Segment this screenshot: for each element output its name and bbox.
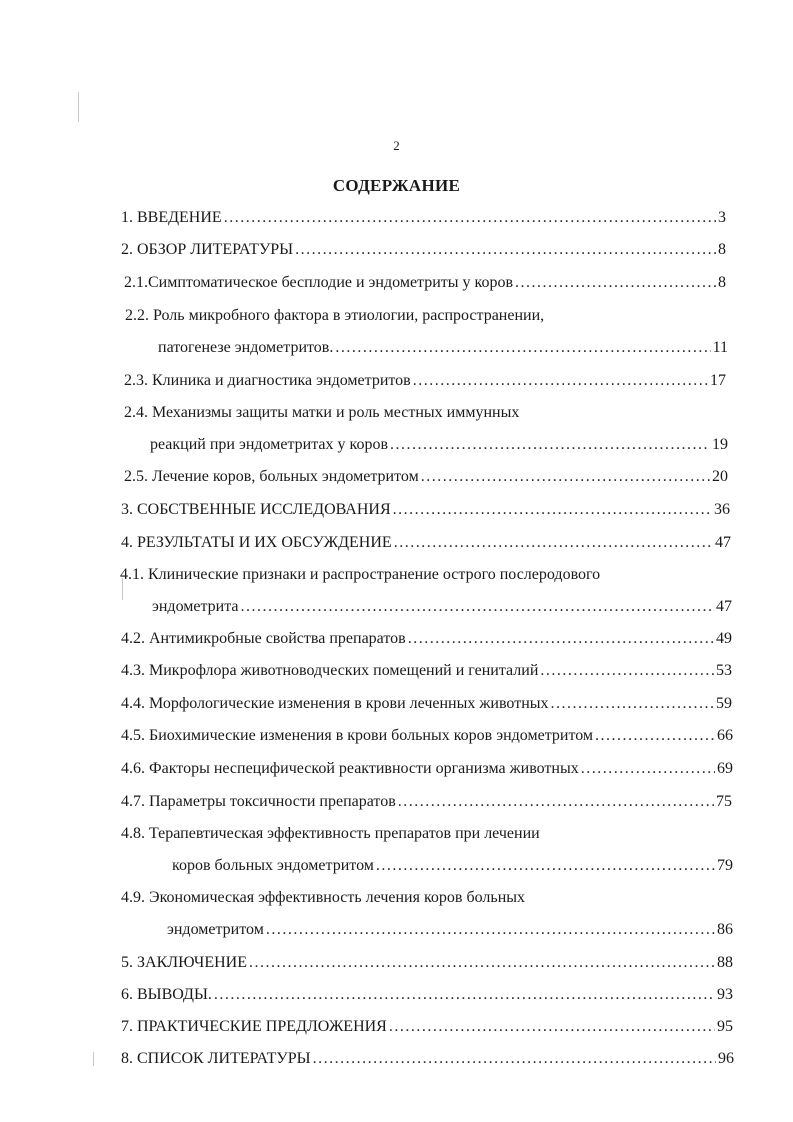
toc-entry-page: 36 xyxy=(714,501,730,518)
toc-entry-2-1[interactable] xyxy=(124,273,726,293)
toc-entry-text: эндометритом xyxy=(167,921,264,938)
toc-entry-2-3[interactable] xyxy=(124,371,726,391)
toc-entry-4-2[interactable] xyxy=(121,629,732,649)
page-number: 2 xyxy=(393,138,400,153)
toc-entry-text: 4. РЕЗУЛЬТАТЫ И ИХ ОБСУЖДЕНИЕ xyxy=(121,534,392,551)
toc-leader-dots xyxy=(389,1017,715,1037)
toc-entry-4-7[interactable] xyxy=(121,792,732,812)
toc-entry-page: 8 xyxy=(718,241,726,258)
scan-margin-mark xyxy=(93,1052,94,1066)
toc-entry-page: 49 xyxy=(716,630,732,647)
scan-margin-mark xyxy=(78,92,79,122)
toc-entry-text: 2. ОБЗОР ЛИТЕРАТУРЫ xyxy=(121,241,294,258)
toc-entry-4-9[interactable] xyxy=(167,920,733,940)
toc-entry-2-5[interactable] xyxy=(124,467,728,487)
toc-entry-page: 3 xyxy=(718,209,726,226)
toc-leader-dots xyxy=(408,629,714,649)
toc-entry-text: реакций при эндометритах у коров xyxy=(150,436,389,453)
toc-leader-dots xyxy=(515,273,716,293)
toc-entry-text: 4.7. Параметры токсичности препаратов xyxy=(121,793,396,810)
toc-entry-results[interactable] xyxy=(121,533,731,553)
toc-entry-text: 4.3. Микрофлора животноводческих помещений и гениталий xyxy=(121,662,539,679)
toc-entry-text: 4.6. Факторы неспецифической реактивности организма животных xyxy=(121,760,579,777)
toc-leader-dots xyxy=(376,856,715,876)
toc-entry-page: 47 xyxy=(715,534,731,551)
toc-entry-4-6[interactable] xyxy=(121,759,733,779)
toc-entry-2-4[interactable] xyxy=(150,435,728,455)
toc-entry-text: 3. СОБСТВЕННЫЕ ИССЛЕДОВАНИЯ xyxy=(121,501,391,518)
toc-leader-dots xyxy=(295,240,716,260)
toc-leader-dots xyxy=(214,985,715,1005)
toc-entry-page: 59 xyxy=(716,695,732,712)
toc-leader-dots xyxy=(249,953,715,973)
toc-entry-text: 2.1.Симптоматическое бесплодие и эндометриты у коров xyxy=(124,274,514,291)
toc-entry-text: патогенезе эндометритов. xyxy=(158,339,334,356)
toc-leader-dots xyxy=(551,694,714,714)
toc-entry-page: 86 xyxy=(717,921,733,938)
toc-leader-dots xyxy=(413,371,708,391)
toc-title: СОДЕРЖАНИЕ xyxy=(332,176,461,195)
toc-entry-page: 8 xyxy=(718,274,726,291)
toc-entry-text: 2.3. Клиника и диагностика эндометритов xyxy=(124,372,411,389)
toc-leader-dots xyxy=(224,208,716,228)
toc-leader-dots xyxy=(335,338,710,358)
toc-entry-text: 8. СПИСОК ЛИТЕРАТУРЫ xyxy=(121,1050,311,1067)
toc-entry-4-5[interactable] xyxy=(121,726,733,746)
toc-entry-page: 66 xyxy=(717,727,733,744)
toc-leader-dots xyxy=(421,467,710,487)
toc-entry-page: 19 xyxy=(712,436,728,453)
toc-entry-text: коров больных эндометритом xyxy=(172,857,374,874)
toc-entry-page: 95 xyxy=(717,1018,733,1035)
toc-entry-text: 4.4. Морфологические изменения в крови леченных животных xyxy=(121,695,549,712)
toc-entry-2-2-line1: 2.2. Роль микробного фактора в этиологии, распространении, xyxy=(125,307,545,324)
toc-entry-page: 17 xyxy=(710,372,726,389)
toc-leader-dots xyxy=(313,1049,716,1069)
toc-entry-text: 1. ВВЕДЕНИЕ xyxy=(121,209,222,226)
toc-leader-dots xyxy=(241,597,714,617)
toc-leader-dots xyxy=(394,533,713,553)
toc-entry-page: 93 xyxy=(717,986,733,1003)
toc-leader-dots xyxy=(390,435,710,455)
toc-entry-text: 6. ВЫВОДЫ. xyxy=(121,986,212,1003)
toc-leader-dots xyxy=(595,726,715,746)
toc-entry-4-3[interactable] xyxy=(121,661,732,681)
toc-entry-page: 47 xyxy=(716,598,732,615)
toc-entry-page: 79 xyxy=(717,857,733,874)
toc-entry-intro[interactable] xyxy=(121,208,726,228)
toc-entry-4-9-line1: 4.9. Экономическая эффективность лечения коров больных xyxy=(121,889,526,906)
toc-entry-text: 4.5. Биохимические изменения в крови больных коров эндометритом xyxy=(121,727,594,744)
toc-leader-dots xyxy=(393,500,712,520)
toc-entry-review[interactable] xyxy=(121,240,726,260)
toc-entry-findings[interactable] xyxy=(121,985,733,1005)
toc-entry-page: 11 xyxy=(712,339,728,356)
toc-entry-text: 4.2. Антимикробные свойства препаратов xyxy=(121,630,406,647)
toc-leader-dots xyxy=(266,920,715,940)
toc-entry-page: 96 xyxy=(718,1050,734,1067)
toc-entry-proposals[interactable] xyxy=(121,1017,733,1037)
toc-entry-2-2[interactable] xyxy=(158,338,728,358)
toc-entry-2-4-line1: 2.4. Механизмы защиты матки и роль местных иммунных xyxy=(124,404,520,421)
toc-entry-4-8-line1: 4.8. Терапевтическая эффективность препаратов при лечении xyxy=(121,825,540,842)
toc-entry-text: эндометрита xyxy=(152,598,239,615)
toc-entry-page: 53 xyxy=(716,662,732,679)
toc-entry-literature[interactable] xyxy=(121,1049,734,1069)
toc-entry-conclusion[interactable] xyxy=(121,953,733,973)
toc-entry-4-8[interactable] xyxy=(172,856,733,876)
toc-leader-dots xyxy=(581,759,715,779)
toc-entry-page: 88 xyxy=(717,954,733,971)
toc-leader-dots xyxy=(398,792,714,812)
toc-entry-text: 2.5. Лечение коров, больных эндометритом xyxy=(124,468,419,485)
toc-entry-page: 69 xyxy=(717,760,733,777)
toc-entry-own-research[interactable] xyxy=(121,500,730,520)
toc-leader-dots xyxy=(540,661,714,681)
toc-entry-page: 75 xyxy=(716,793,732,810)
toc-entry-text: 5. ЗАКЛЮЧЕНИЕ xyxy=(121,954,247,971)
toc-entry-page: 20 xyxy=(712,468,728,485)
toc-entry-text: 7. ПРАКТИЧЕСКИЕ ПРЕДЛОЖЕНИЯ xyxy=(121,1018,387,1035)
toc-entry-4-1-line1: 4.1. Клинические признаки и распространение острого послеродового xyxy=(120,566,601,583)
toc-entry-4-1[interactable] xyxy=(152,597,732,617)
toc-entry-4-4[interactable] xyxy=(121,694,732,714)
